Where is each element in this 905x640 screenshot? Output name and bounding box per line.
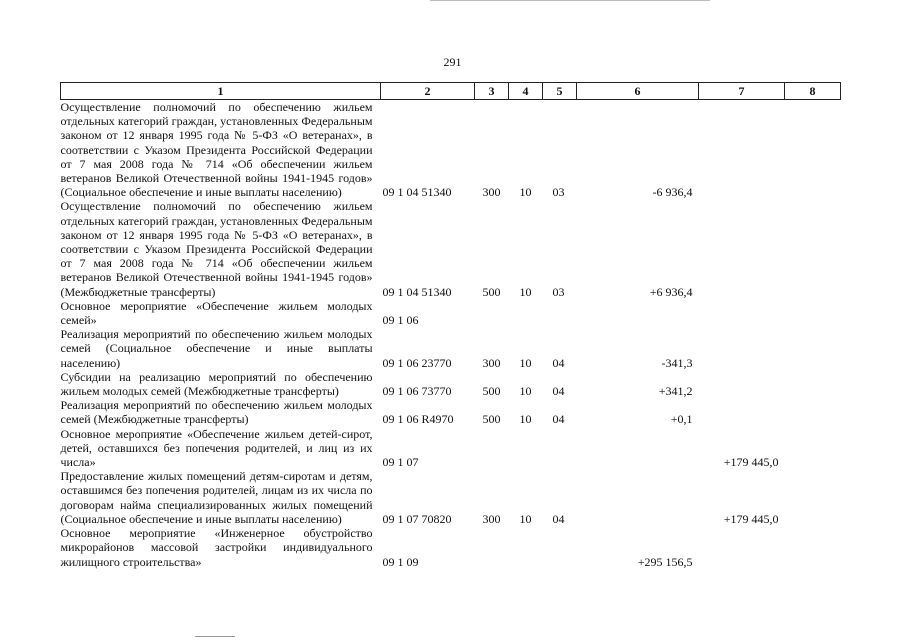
row-col-8 — [785, 100, 841, 200]
row-code: 09 1 06 73770 — [382, 384, 452, 399]
table-row — [61, 469, 841, 526]
row-col-8 — [785, 469, 841, 526]
row-col-4: 10 — [519, 185, 532, 200]
row-col-3 — [475, 299, 509, 327]
row-code: 09 1 04 51340 — [382, 284, 452, 299]
row-col-3: 300 — [482, 355, 501, 370]
table-row — [61, 370, 841, 398]
header-col-2: 2 — [381, 83, 475, 100]
row-col-8 — [785, 427, 841, 470]
row-col-5: 03 — [552, 284, 565, 299]
row-col-6: +295 156,5 — [637, 554, 693, 569]
row-col-5: 04 — [552, 412, 565, 427]
table-row — [61, 526, 841, 569]
row-col-3: 500 — [482, 284, 501, 299]
row-col-4: 10 — [519, 412, 532, 427]
row-col-7 — [699, 398, 785, 426]
row-col-4: 10 — [519, 284, 532, 299]
table-row — [61, 327, 841, 370]
row-col-6: +341,2 — [658, 384, 693, 399]
row-col-3: 500 — [482, 384, 501, 399]
row-col-4 — [509, 526, 543, 569]
row-description: Реализация мероприятий по обеспечению жильем молодых семей (Межбюджетные трансферты) — [60, 398, 373, 427]
top-edge-line — [430, 0, 710, 1]
bottom-edge-mark — [195, 636, 235, 637]
header-col-4: 4 — [509, 83, 543, 100]
row-col-5: 03 — [552, 185, 565, 200]
row-col-6: +0,1 — [670, 412, 693, 427]
row-code: 09 1 04 51340 — [382, 185, 452, 200]
header-col-7: 7 — [699, 83, 785, 100]
row-description: Основное мероприятие «Инженерное обустройство микрорайонов массовой застройки индивидуального жилищного строительства» — [60, 526, 373, 569]
row-col-6 — [577, 427, 699, 470]
row-col-3: 300 — [482, 511, 501, 526]
row-col-3 — [475, 427, 509, 470]
row-col-5 — [543, 526, 577, 569]
row-col-7: +179 445,0 — [723, 511, 779, 526]
table-row — [61, 427, 841, 470]
header-col-3: 3 — [475, 83, 509, 100]
row-col-7 — [699, 327, 785, 370]
row-col-4: 10 — [519, 511, 532, 526]
header-col-1: 1 — [61, 83, 381, 100]
row-col-8 — [785, 299, 841, 327]
table-row — [61, 100, 841, 200]
row-description: Основное мероприятие «Обеспечение жильем молодых семей» — [60, 298, 373, 328]
header-col-6: 6 — [577, 83, 699, 100]
row-col-5 — [543, 299, 577, 327]
row-col-7 — [699, 100, 785, 200]
table-row — [61, 299, 841, 327]
budget-table — [60, 82, 841, 569]
header-col-5: 5 — [543, 83, 577, 100]
row-col-5: 04 — [552, 511, 565, 526]
page-number: 291 — [443, 55, 462, 69]
row-col-7 — [699, 299, 785, 327]
row-col-3: 500 — [482, 412, 501, 427]
row-code: 09 1 06 — [382, 313, 419, 328]
row-col-7 — [699, 370, 785, 398]
row-code: 09 1 07 — [382, 455, 419, 470]
row-col-6 — [577, 469, 699, 526]
row-description: Реализация мероприятий по обеспечению жильем молодых семей (Социальное обеспечение и иные выплаты населению) — [60, 327, 373, 370]
row-col-3 — [475, 526, 509, 569]
row-col-7 — [699, 199, 785, 298]
table-row — [61, 199, 841, 298]
row-col-8 — [785, 199, 841, 298]
row-col-7 — [699, 526, 785, 569]
row-description: Субсидии на реализацию мероприятий по обеспечению жильем молодых семей (Межбюджетные трансферты) — [60, 369, 373, 399]
row-col-4: 10 — [519, 384, 532, 399]
row-code: 09 1 06 23770 — [382, 355, 452, 370]
header-col-8: 8 — [785, 83, 841, 100]
row-code: 09 1 09 — [382, 554, 419, 569]
row-code: 09 1 07 70820 — [382, 511, 452, 526]
row-col-6 — [577, 299, 699, 327]
row-col-3: 300 — [482, 185, 501, 200]
row-description: Предоставление жилых помещений детям-сиротам и детям, оставшимся без попечения родителей, лицам из их числа по договорам найма специализированных жилых помещений (Социальное обеспечение и иные выплаты населению) — [60, 469, 373, 526]
row-code: 09 1 06 R4970 — [382, 412, 454, 427]
row-col-6: -341,3 — [661, 355, 693, 370]
row-col-4 — [509, 299, 543, 327]
row-col-6: -6 936,4 — [652, 185, 693, 200]
row-description: Основное мероприятие «Обеспечение жильем детей-сирот, детей, оставшихся без попечения родителей, и лиц из их числа» — [60, 426, 373, 470]
table-row — [61, 398, 841, 426]
row-col-8 — [785, 398, 841, 426]
row-description: Осуществление полномочий по обеспечению жильем отдельных категорий граждан, установленных Федеральным законом от 12 января 1995 года № 5-ФЗ «О ветеранах», в соответствии с Указом Президента Российской Федерации от 7 мая 2008 года № 714 «Об обеспечении жильем ветеранов Великой Отечественной войны 1941-1945 годов» (Социальное обеспечение и иные выплаты населению) — [60, 100, 373, 200]
row-col-5 — [543, 427, 577, 470]
header-row — [61, 83, 841, 100]
row-col-5: 04 — [552, 384, 565, 399]
row-col-8 — [785, 526, 841, 569]
row-col-8 — [785, 327, 841, 370]
row-description: Осуществление полномочий по обеспечению жильем отдельных категорий граждан, установленных Федеральным законом от 12 января 1995 года № 5-ФЗ «О ветеранах», в соответствии с Указом Президента Российской Федерации от 7 мая 2008 года № 714 «Об обеспечении жильем ветеранов Великой Отечественной войны 1941-1945 годов» (Межбюджетные трансферты) — [60, 199, 373, 299]
row-col-4: 10 — [519, 355, 532, 370]
row-col-8 — [785, 370, 841, 398]
row-col-5: 04 — [552, 355, 565, 370]
row-col-7: +179 445,0 — [723, 455, 779, 470]
row-col-6: +6 936,4 — [649, 284, 693, 299]
row-col-4 — [509, 427, 543, 470]
